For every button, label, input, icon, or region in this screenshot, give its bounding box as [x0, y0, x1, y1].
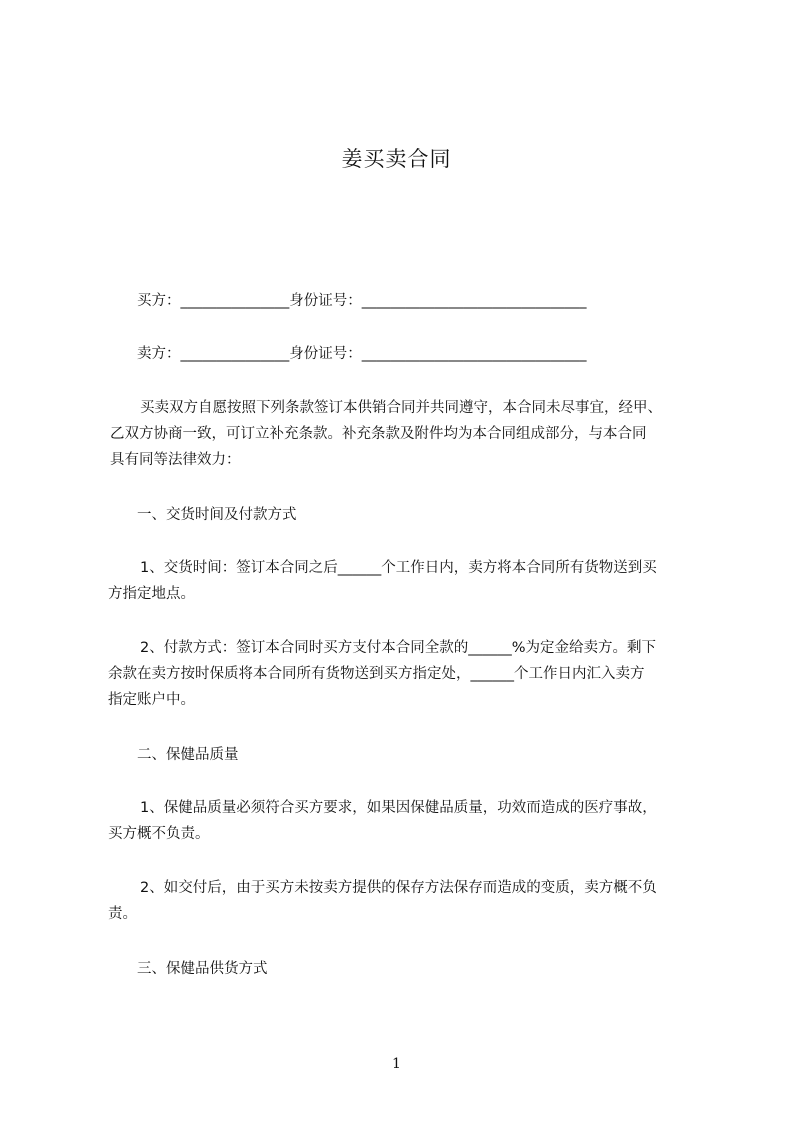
- clause-line: 2、付款方式：签订本合同时买方支付本合同全款的______%为定金给卖方。剩下: [140, 640, 657, 656]
- section-heading-quality: 二、保健品质量: [137, 747, 239, 763]
- clause-line: 责。: [108, 906, 137, 922]
- preamble-line: 具有同等法律效力：: [110, 452, 241, 468]
- page-title: 姜买卖合同: [341, 147, 452, 171]
- clause-line: 方指定地点。: [108, 586, 195, 602]
- clause-payment-method: [108, 635, 708, 713]
- preamble-line: 乙双方协商一致，可订立补充条款。补充条款及附件均为本合同组成部分，与本合同: [110, 426, 647, 442]
- clause-line: 1、保健品质量必须符合买方要求，如果因保健品质量，功效而造成的医疗事故，: [140, 800, 657, 816]
- clause-line: 买方概不负责。: [108, 826, 210, 842]
- clause-line: 2、如交付后，由于买方未按卖方提供的保存方法保存而造成的变质，卖方概不负: [140, 880, 657, 896]
- clause-line: 1、交货时间：签订本合同之后______个工作日内，卖方将本合同所有货物送到买: [140, 560, 657, 576]
- section-heading-delivery-payment: 一、交货时间及付款方式: [137, 507, 297, 523]
- seller-line: 卖方：_______________身份证号：_______________________________: [137, 346, 587, 362]
- clause-line: 指定账户中。: [108, 692, 195, 708]
- clause-storage-liability: [108, 875, 708, 927]
- page-number: 1: [392, 1056, 401, 1072]
- clause-delivery-time: [108, 555, 708, 607]
- clause-line: 余款在卖方按时保质将本合同所有货物送到买方指定处，______个工作日内汇入卖方: [108, 666, 645, 682]
- buyer-line: 买方：_______________身份证号：_______________________________: [137, 293, 587, 309]
- clause-quality-requirement: [108, 795, 708, 847]
- section-heading-supply-method: 三、保健品供货方式: [137, 961, 268, 977]
- preamble-paragraph: [108, 395, 708, 473]
- preamble-line: 买卖双方自愿按照下列条款签订本供销合同并共同遵守，本合同未尽事宜，经甲、: [140, 400, 662, 416]
